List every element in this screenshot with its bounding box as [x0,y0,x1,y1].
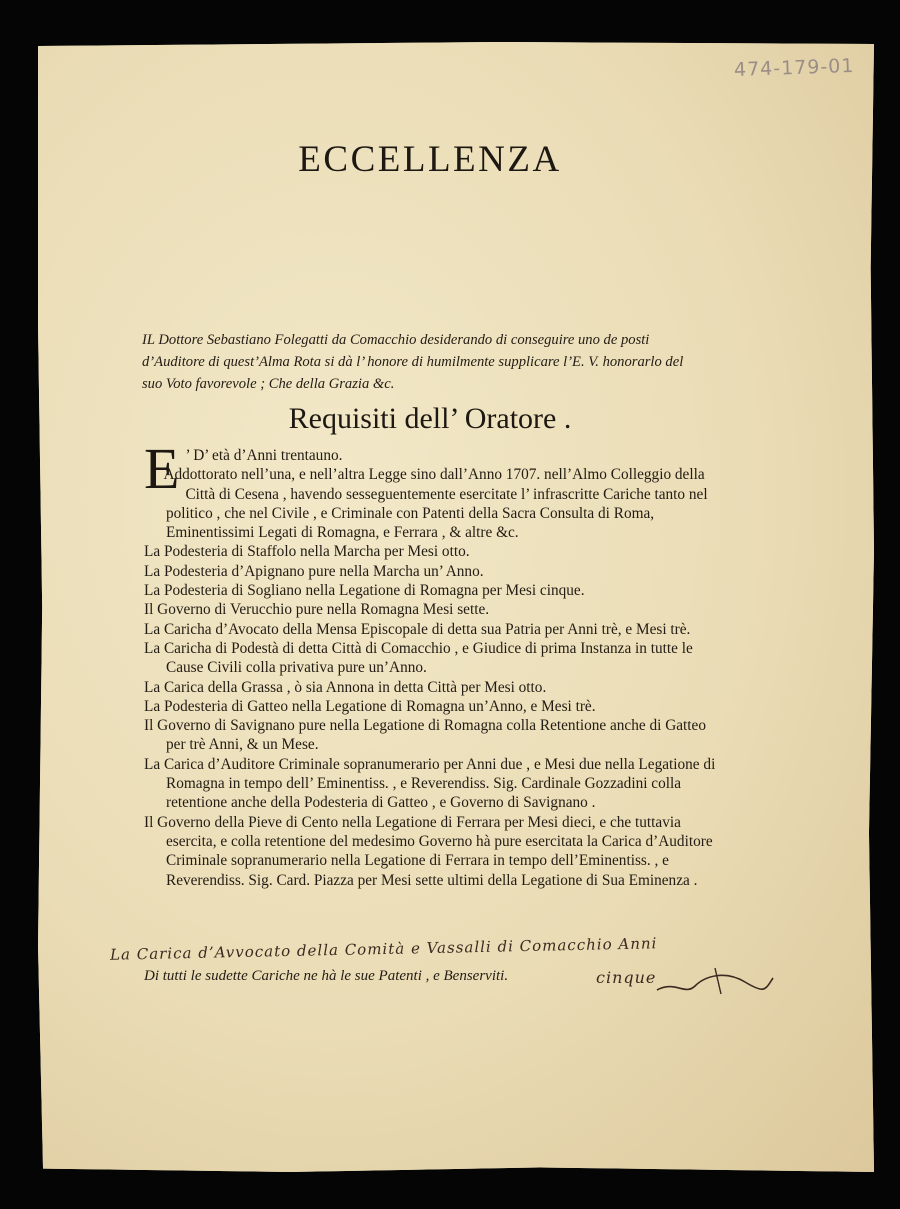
requisite-item: La Caricha di Podestà di detta Città di Comacchio , e Giudice di prima Instanza in tutte le Cause Civili colla privativa pure un’Anno. [144,639,693,677]
requisites-heading: Requisiti dell’ Oratore . [288,402,572,435]
requisite-item: La Carica d’Auditore Criminale sopranumerario per Anni due , e Mesi due nella Legatione di Romagna in tempo dell’ Eminentiss. , e Reverendiss. Sig. Cardinale Gozzadini colla retentione anche della Podesteria di Gatteo , e Governo di Savignano . [144,755,716,812]
requisite-item [144,436,724,501]
document-title: ECCELLENZA [298,139,562,180]
requisite-item: La Podesteria di Gatteo nella Legatione di Romagna un’Anno, e Mesi trè. [144,697,596,715]
signature-flourish [655,960,775,1000]
requisite-item: La Podesteria di Sogliano nella Legatione di Romagna per Mesi cinque. [144,582,585,600]
handwritten-annotation-cont: cinque [596,968,657,987]
requisite-item: Addottorato nell’una, e nell’altra Legge sino dall’Anno 1707. nell’Almo Colleggio della Città di Cesena , havendo sesseguentemente esercitate l’ infrascritte Cariche tanto nel politico , che nel Civile , e Criminale con Patenti della Sacra Consulta di Roma, Eminentissimi Legati di Romagna, e Ferrara , & altre &c. [163,466,708,542]
petition-paragraph: IL Dottore Sebastiano Folegatti da Comacchio desiderando di conseguire uno de posti d’Auditore di quest’Alma Rota si dà l’ honore di humilmente supplicare l’E. V. honorarlo del suo Voto favorevole ; Che della Grazia &c. [142,332,684,392]
requisite-item: La Podesteria di Staffolo nella Marcha per Mesi otto. [144,543,470,561]
requisite-item: Il Governo di Savignano pure nella Legatione di Romagna colla Retentione anche di Gatteo per trè Anni, & un Mese. [144,717,706,754]
requisite-text: ’ D’ età d’Anni trentauno. [185,447,343,464]
requisite-item: Il Governo di Verucchio pure nella Romagna Mesi sette. [144,601,490,619]
requisite-item: Il Governo della Pieve di Cento nella Legatione di Ferrara per Mesi dieci, e che tuttavia esercita, e colla retentione del medesimo Governo hà pure esercitata la Carica d’Auditore Criminale sopranumerario nella Legatione di Ferrara in tempo dell’Eminentiss. , e Reverendiss. Sig. Card. Piazza per Mesi sette ultimi della Legatione di Sua Eminenza . [144,813,713,889]
requisite-item: La Caricha d’Avocato della Mensa Episcopale di detta sua Patria per Anni trè, e Mesi trè. [144,620,691,638]
requisite-item: La Podesteria d’Apignano pure nella Marcha un’ Anno. [144,562,484,580]
requisite-item: La Carica della Grassa , ò sia Annona in detta Città per Mesi otto. [144,678,547,696]
handwritten-annotation: La Carica d’Avvocato della Comità e Vassalli di Comacchio Anni [109,934,658,964]
closing-line: Di tutti le sudette Cariche ne hà le sue Patenti , e Benserviti. [144,968,509,984]
requisites-list [144,436,724,890]
pencil-shelfmark: 474-179-01 [733,54,855,82]
drop-cap: E [144,436,180,501]
